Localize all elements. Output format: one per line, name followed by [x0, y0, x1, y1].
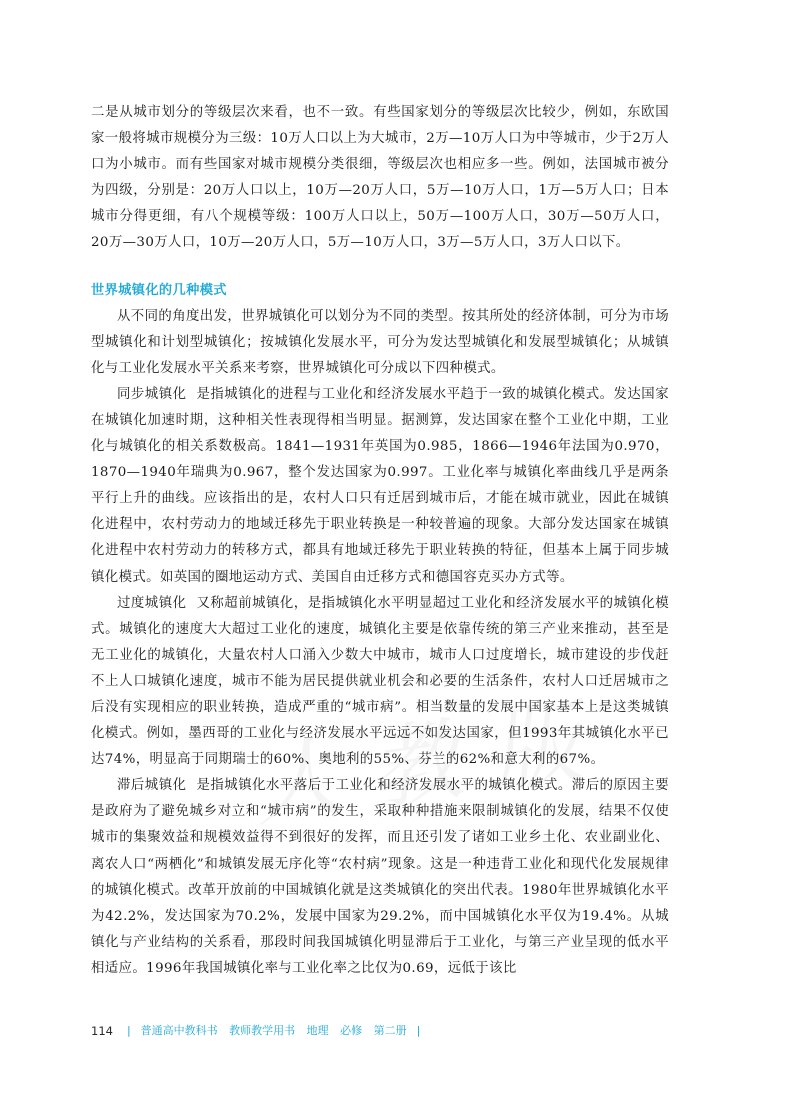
page-number: 114: [91, 1024, 113, 1038]
text-lagging: 是指城镇化水平落后于工业化和经济发展水平的城镇化模式。滞后的原因主要是政府为了避免城乡对立和“城市病”的发生，采取种种措施来限制城镇化的发展，结果不仅使城市的集聚效益和规模效益得不到很好的发挥，而且还引发了诸如工业乡土化、农业副业化、离农人口“两栖化”和城镇发展无序化等“农村病”现象。这是一种违背工业化和现代化发展规律的城镇化模式。改革开放前的中国城镇化就是这类城镇化的突出代表。1980年世界城镇化水平为42.2%，发达国家为70.2%，发展中国家为29.2%，而中国城镇化水平仅为19.4%。从城镇化与产业结构的关系看，那段时间我国城镇化明显滞后于工业化，与第三产业呈现的低水平相适应。1996年我国城镇化率与工业化率之比仅为0.69，远低于该比: [91, 778, 669, 976]
footer-divider-end: |: [416, 1024, 421, 1037]
paragraph-city-grading: 二是从城市划分的等级层次来看，也不一致。有些国家划分的等级层次比较少，例如，东欧国家一般将城市规模分为三级：10万人口以上为大城市，2万—10万人口为中等城市，少于2万人口为小城市。而有些国家对城市规模分类很细，等级层次也相应多一些。例如，法国城市被分为四级，分别是：20万人口以上，10万—20万人口，5万—10万人口，1万—5万人口；日本城市分得更细，有八个规模等级：100万人口以上，50万—100万人口，30万—50万人口，20万—30万人口，10万—20万人口，5万—10万人口，3万—5万人口，3万人口以下。: [91, 105, 669, 251]
book-series: [141, 1023, 415, 1039]
series-category: 必修: [340, 1024, 363, 1037]
paragraph-synchronous-urbanization: [91, 382, 669, 591]
term-synchronous: 同步城镇化: [117, 386, 187, 402]
text-synchronous: 是指城镇化的进程与工业化和经济发展水平趋于一致的城镇化模式。发达国家在城镇化加速时期，这种相关性表现得相当明显。据测算，发达国家在整个工业化中期，工业化与城镇化的相关系数极高。1841—1931年英国为0.985，1866—1946年法国为0.970，1870—1940年瑞典为0.967，整个发达国家为0.997。工业化率与城镇化率曲线几乎是两条平行上升的曲线。应该指出的是，农村人口只有迁居到城市后，才能在城市就业，因此在城镇化进程中，农村劳动力的地域迁移先于职业转换是一种较普遍的现象。大部分发达国家在城镇化进程中农村劳动力的转移方式，都具有地域迁移先于职业转换的特征，但基本上属于同步城镇化模式。如英国的圈地运动方式、美国自由迁移方式和德国容克买办方式等。: [91, 386, 669, 585]
footer-divider: |: [126, 1024, 131, 1037]
text-over: 又称超前城镇化，是指城镇化水平明显超过工业化和经济发展水平的城镇化模式。城镇化的速度大大超过工业化的速度，城镇化主要是依靠传统的第三产业来推动，甚至是无工业化的城镇化，大量农村人口涌入少数大中城市，城市人口过度增长，城市建设的步伐赶不上人口城镇化速度，城市不能为居民提供就业机会和必要的生活条件，农村人口迁居城市之后没有实现相应的职业转换，造成严重的“城市病”。相当数量的发展中国家基本上是这类城镇化模式。例如，墨西哥的工业化与经济发展水平远远不如发达国家，但1993年其城镇化水平已达74%，明显高于同期瑞士的60%、奥地利的55%、芬兰的62%和意大利的67%。: [91, 595, 669, 768]
series-book-type: 教师教学用书: [229, 1024, 296, 1037]
series-title: 普通高中教科书: [140, 1024, 218, 1037]
term-over: 过度城镇化: [117, 595, 187, 611]
page-body: [91, 100, 669, 982]
series-subject: 地理: [306, 1024, 329, 1037]
section-heading: 世界城镇化的几种模式: [91, 282, 227, 298]
term-lagging: 滞后城镇化: [117, 778, 187, 794]
paragraph-intro: 从不同的角度出发，世界城镇化可以划分为不同的类型。按其所处的经济体制，可分为市场型城镇化和计划型城镇化；按城镇化发展水平，可分为发达型城镇化和发展型城镇化；从城镇化与工业化发展水平关系来考察，世界城镇化可分成以下四种模式。: [91, 308, 669, 376]
series-volume: 第二册: [373, 1024, 407, 1037]
page-footer: [91, 1023, 420, 1039]
